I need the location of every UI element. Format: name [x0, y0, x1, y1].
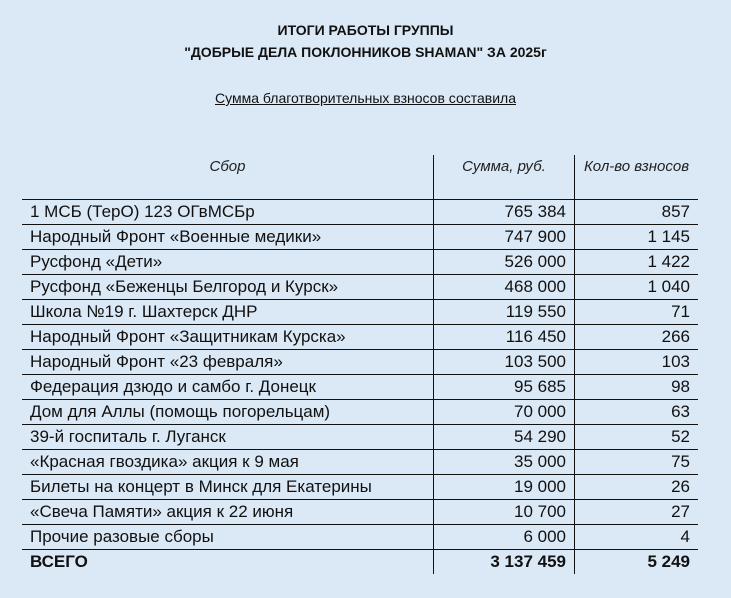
cell-sum: 747 900	[434, 225, 575, 250]
cell-count: 63	[575, 400, 699, 425]
cell-collection: Русфонд «Дети»	[30, 252, 163, 271]
cell-collection: Билеты на концерт в Минск для Екатерины	[30, 477, 372, 496]
cell-collection: 39-й госпиталь г. Луганск	[30, 427, 226, 446]
cell-collection: 1 МСБ (ТерО) 123 ОГвМСБр	[30, 202, 255, 221]
cell-sum: 103 500	[434, 350, 575, 375]
cell-count: 4	[575, 525, 699, 550]
cell-sum: 6 000	[434, 525, 575, 550]
cell-collection: Народный Фронт «23 февраля»	[30, 352, 283, 371]
cell-sum: 119 550	[434, 300, 575, 325]
cell-collection: Прочие разовые сборы	[30, 527, 214, 546]
table-row	[22, 375, 698, 400]
subtitle: Сумма благотворительных взносов составила	[215, 90, 516, 106]
table-row	[22, 325, 698, 350]
cell-sum: 35 000	[434, 450, 575, 475]
table-row	[22, 275, 698, 300]
header-collection: Сбор	[209, 158, 246, 175]
title-line-2: "ДОБРЫЕ ДЕЛА ПОКЛОННИКОВ SHAMAN" ЗА 2025г	[184, 44, 547, 60]
cell-collection: Федерация дзюдо и самбо г. Донецк	[30, 377, 316, 396]
cell-count: 266	[575, 325, 699, 350]
cell-sum: 70 000	[434, 400, 575, 425]
cell-sum: 10 700	[434, 500, 575, 525]
cell-collection: Дом для Аллы (помощь погорельцам)	[30, 402, 331, 421]
cell-count: 98	[575, 375, 699, 400]
table-row	[22, 400, 698, 425]
cell-sum: 116 450	[434, 325, 575, 350]
cell-count: 5 249	[575, 550, 699, 575]
table-row	[22, 200, 698, 225]
cell-count: 103	[575, 350, 699, 375]
cell-sum: 19 000	[434, 475, 575, 500]
cell-sum: 526 000	[434, 250, 575, 275]
table-row	[22, 525, 698, 550]
table-row	[22, 300, 698, 325]
header-sum: Сумма, руб.	[434, 155, 575, 200]
cell-sum: 95 685	[434, 375, 575, 400]
cell-collection: Школа №19 г. Шахтерск ДНР	[30, 302, 258, 321]
cell-collection: Русфонд «Беженцы Белгород и Курск»	[30, 277, 339, 296]
cell-count: 52	[575, 425, 699, 450]
cell-sum: 54 290	[434, 425, 575, 450]
table-total-row	[22, 550, 698, 575]
table-row	[22, 425, 698, 450]
cell-count: 1 040	[575, 275, 699, 300]
cell-count: 75	[575, 450, 699, 475]
table-header-row	[22, 155, 698, 200]
cell-count: 1 145	[575, 225, 699, 250]
table-row	[22, 250, 698, 275]
cell-count: 71	[575, 300, 699, 325]
table-row	[22, 450, 698, 475]
cell-count: 27	[575, 500, 699, 525]
table-row	[22, 225, 698, 250]
title-line-1: ИТОГИ РАБОТЫ ГРУППЫ	[277, 22, 454, 38]
donations-table	[22, 155, 698, 574]
cell-collection: Народный Фронт «Военные медики»	[30, 227, 322, 246]
table-row	[22, 500, 698, 525]
header-count: Кол-во взносов	[575, 155, 699, 200]
table-row	[22, 350, 698, 375]
cell-count: 26	[575, 475, 699, 500]
cell-sum: 468 000	[434, 275, 575, 300]
cell-collection: «Красная гвоздика» акция к 9 мая	[30, 452, 299, 471]
cell-count: 1 422	[575, 250, 699, 275]
cell-collection: Народный Фронт «Защитникам Курска»	[30, 327, 346, 346]
cell-collection: «Свеча Памяти» акция к 22 июня	[30, 502, 294, 521]
table-row	[22, 475, 698, 500]
cell-collection: ВСЕГО	[30, 552, 88, 571]
cell-sum: 765 384	[434, 200, 575, 225]
cell-count: 857	[575, 200, 699, 225]
cell-sum: 3 137 459	[434, 550, 575, 575]
